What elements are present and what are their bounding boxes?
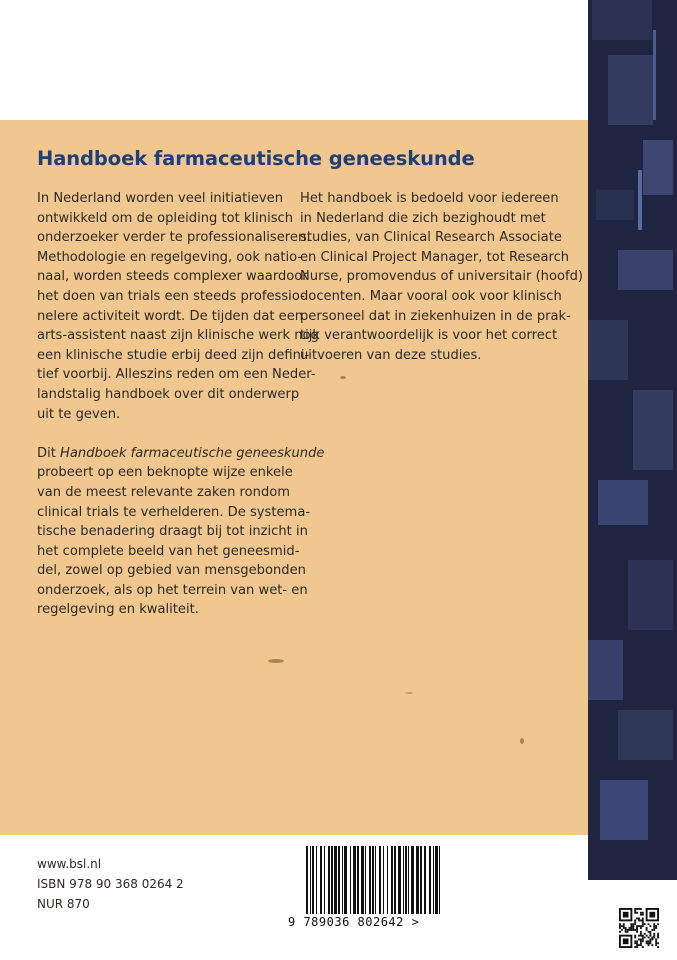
qr-module xyxy=(638,935,640,937)
qr-module xyxy=(644,933,646,935)
qr-module xyxy=(636,918,638,920)
stain-mark xyxy=(340,376,346,379)
qr-module xyxy=(657,946,659,948)
qr-module xyxy=(636,929,638,931)
qr-finder xyxy=(649,912,655,918)
qr-module xyxy=(638,938,640,940)
qr-module xyxy=(636,912,638,914)
qr-module xyxy=(642,918,644,920)
qr-module xyxy=(638,919,640,921)
qr-module xyxy=(648,923,650,925)
barcode-bar xyxy=(398,846,401,914)
qr-module xyxy=(651,944,653,946)
barcode-bar xyxy=(331,846,333,914)
qr-module xyxy=(640,925,642,927)
qr-module xyxy=(642,921,644,923)
qr-module xyxy=(646,935,648,937)
qr-module xyxy=(642,914,644,916)
qr-module xyxy=(648,931,650,933)
qr-module xyxy=(642,923,644,925)
qr-module xyxy=(640,938,642,940)
qr-module xyxy=(640,935,642,937)
qr-module xyxy=(634,929,636,931)
qr-module xyxy=(619,923,621,925)
qr-module xyxy=(649,938,651,940)
qr-module xyxy=(653,927,655,929)
qr-module xyxy=(634,919,636,921)
publisher-website: www.bsl.nl xyxy=(37,857,102,871)
qr-module xyxy=(630,923,632,925)
qr-module xyxy=(648,940,650,942)
barcode-digits: 9 789036 802642 > xyxy=(288,915,420,929)
qr-module xyxy=(638,925,640,927)
barcode-bar xyxy=(350,846,351,914)
barcode-bar xyxy=(316,846,317,914)
qr-module xyxy=(634,935,636,937)
barcode-bar xyxy=(416,846,419,914)
qr-module xyxy=(657,923,659,925)
qr-module xyxy=(621,925,623,927)
qr-module xyxy=(653,923,655,925)
qr-module xyxy=(642,925,644,927)
qr-module xyxy=(649,942,651,944)
qr-module xyxy=(653,925,655,927)
qr-module xyxy=(640,914,642,916)
qr-module xyxy=(653,933,655,935)
nur-code: NUR 870 xyxy=(37,897,90,911)
qr-module xyxy=(649,940,651,942)
qr-module xyxy=(640,931,642,933)
qr-module xyxy=(638,908,640,910)
left-text-column xyxy=(37,189,325,620)
qr-module xyxy=(649,931,651,933)
barcode-bar xyxy=(361,846,364,914)
qr-module xyxy=(625,927,627,929)
qr-module xyxy=(642,938,644,940)
qr-module xyxy=(640,944,642,946)
barcode-bar xyxy=(411,846,414,914)
qr-module xyxy=(653,937,655,939)
qr-module xyxy=(627,931,629,933)
barcode-bar xyxy=(405,846,407,914)
qr-module xyxy=(625,929,627,931)
barcode-bar xyxy=(408,846,409,914)
barcode-bar xyxy=(365,846,366,914)
barcode-bar xyxy=(344,846,347,914)
qr-module xyxy=(619,925,621,927)
qr-module xyxy=(655,944,657,946)
barcode-bar xyxy=(383,846,384,914)
barcode-bar xyxy=(357,846,359,914)
qr-module xyxy=(623,927,625,929)
qr-module xyxy=(640,942,642,944)
barcode-bar xyxy=(372,846,374,914)
barcode-bar xyxy=(375,846,376,914)
qr-module xyxy=(619,931,621,933)
qr-module xyxy=(630,927,632,929)
qr-module xyxy=(634,946,636,948)
qr-module xyxy=(651,937,653,939)
qr-module xyxy=(649,925,651,927)
qr-module xyxy=(651,938,653,940)
qr-module xyxy=(634,908,636,910)
intro-paragraph: In Nederland worden veel initiatieven ontwikkeld om de opleiding tot klinisch onderzoeker verder te professionaliseren. Methodologie en regelgeving, ook natio- naal, worden steeds complexer waardoor het doen van trials een steeds professio- nelere activiteit wordt. De tijden dat een arts-assistent naast zijn klinische werk nog een klinische studie erbij deed zijn defini- tief voorbij. Alleszins reden om een Neder- landstalig handboek over dit onderwerp uit te geven. xyxy=(37,191,319,422)
qr-module xyxy=(638,918,640,920)
qr-module xyxy=(634,937,636,939)
qr-module xyxy=(642,937,644,939)
qr-module xyxy=(648,937,650,939)
qr-module xyxy=(630,929,632,931)
qr-module xyxy=(655,925,657,927)
qr-module xyxy=(630,925,632,927)
qr-module xyxy=(632,925,634,927)
scope-paragraph: Dit Handboek farmaceutische geneeskunde probeert op een beknopte wijze enkele van de meest relevante zaken rondom clinical trials te verhelderen. De systema- tische benadering draagt bij tot inzicht in het complete beeld van het geneesmid- del, zowel op gebied van mensgebonden onderzoek, als op het terrein van wet- en regelgeving en kwaliteit. xyxy=(37,445,325,618)
qr-module xyxy=(657,933,659,935)
isbn-number: ISBN 978 90 368 0264 2 xyxy=(37,877,184,891)
qr-module xyxy=(636,940,638,942)
qr-module xyxy=(642,946,644,948)
qr-module xyxy=(636,944,638,946)
qr-module xyxy=(649,933,651,935)
barcode-bar xyxy=(342,846,343,914)
stain-mark xyxy=(520,738,524,744)
qr-module xyxy=(644,923,646,925)
qr-module xyxy=(636,942,638,944)
qr-module xyxy=(657,937,659,939)
qr-module xyxy=(649,935,651,937)
qr-module xyxy=(634,940,636,942)
qr-module xyxy=(640,919,642,921)
audience-paragraph: Het handboek is bedoeld voor iedereen in Nederland die zich bezighoudt met studies, van Clinical Research Associate en Clinical Project Manager, tot Research Nurse, promovendus of universitair (hoofd) docenten. Maar vooral ook voor klinisch personeel dat in ziekenhuizen in de prak- tijk verantwoordelijk is voor het correct uitvoeren van deze studies. xyxy=(300,191,584,363)
qr-finder xyxy=(623,912,629,918)
barcode-bar xyxy=(306,846,308,914)
qr-module xyxy=(644,937,646,939)
barcode-bar xyxy=(320,846,322,914)
barcode-bar xyxy=(310,846,311,914)
barcode-bar xyxy=(324,846,325,914)
barcode-bar xyxy=(387,846,388,914)
qr-module xyxy=(642,940,644,942)
qr-module xyxy=(646,929,648,931)
barcode-bar xyxy=(391,846,393,914)
barcode-bar xyxy=(379,846,381,914)
barcode-bars xyxy=(304,846,444,914)
qr-module xyxy=(642,935,644,937)
barcode-bar xyxy=(394,846,396,914)
qr-module xyxy=(651,929,653,931)
book-title: Handboek farmaceutische geneeskunde xyxy=(37,147,475,170)
qr-module xyxy=(636,931,638,933)
barcode-bar xyxy=(334,846,337,914)
barcode-bar xyxy=(439,846,440,914)
qr-module xyxy=(636,946,638,948)
qr-module xyxy=(623,923,625,925)
qr-module xyxy=(640,927,642,929)
qr-module xyxy=(640,933,642,935)
barcode-bar xyxy=(429,846,431,914)
qr-module xyxy=(657,935,659,937)
qr-module xyxy=(655,942,657,944)
qr-module xyxy=(646,927,648,929)
qr-module xyxy=(648,942,650,944)
qr-module xyxy=(619,927,621,929)
qr-module xyxy=(629,927,631,929)
qr-module xyxy=(634,921,636,923)
qr-module xyxy=(625,931,627,933)
qr-module xyxy=(634,923,636,925)
qr-module xyxy=(642,919,644,921)
qr-module xyxy=(655,938,657,940)
qr-module xyxy=(621,929,623,931)
spine-pattern xyxy=(588,0,677,960)
qr-module xyxy=(655,927,657,929)
qr-module xyxy=(629,929,631,931)
qr-module xyxy=(657,942,659,944)
qr-module xyxy=(636,925,638,927)
qr-module xyxy=(632,929,634,931)
top-margin xyxy=(0,0,588,120)
qr-module xyxy=(653,929,655,931)
barcode-bar xyxy=(312,846,314,914)
stain-mark xyxy=(405,692,413,694)
barcode-bar xyxy=(435,846,438,914)
barcode-bar xyxy=(424,846,426,914)
right-text-column xyxy=(300,189,584,365)
barcode-bar xyxy=(420,846,422,914)
qr-module xyxy=(632,927,634,929)
qr-module xyxy=(640,940,642,942)
qr-module xyxy=(646,940,648,942)
barcode-bar xyxy=(433,846,434,914)
qr-module xyxy=(623,925,625,927)
qr-module xyxy=(636,927,638,929)
barcode-bar xyxy=(403,846,404,914)
qr-module xyxy=(646,942,648,944)
barcode-bar xyxy=(353,846,356,914)
qr-finder xyxy=(623,938,629,944)
barcode-bar xyxy=(328,846,330,914)
qr-module xyxy=(640,908,642,910)
isbn-barcode xyxy=(288,846,448,932)
barcode-bar xyxy=(369,846,371,914)
qr-module xyxy=(636,908,638,910)
qr-module xyxy=(638,944,640,946)
qr-module xyxy=(642,912,644,914)
barcode-bar xyxy=(338,846,340,914)
stain-mark xyxy=(268,659,284,663)
qr-module xyxy=(640,912,642,914)
qr-module xyxy=(627,929,629,931)
qr-module xyxy=(655,940,657,942)
qr-code xyxy=(619,908,659,948)
qr-module xyxy=(648,944,650,946)
publisher-imprint xyxy=(37,854,184,914)
qr-module xyxy=(632,923,634,925)
qr-module xyxy=(634,910,636,912)
qr-module xyxy=(653,935,655,937)
qr-module xyxy=(634,942,636,944)
qr-module xyxy=(634,912,636,914)
